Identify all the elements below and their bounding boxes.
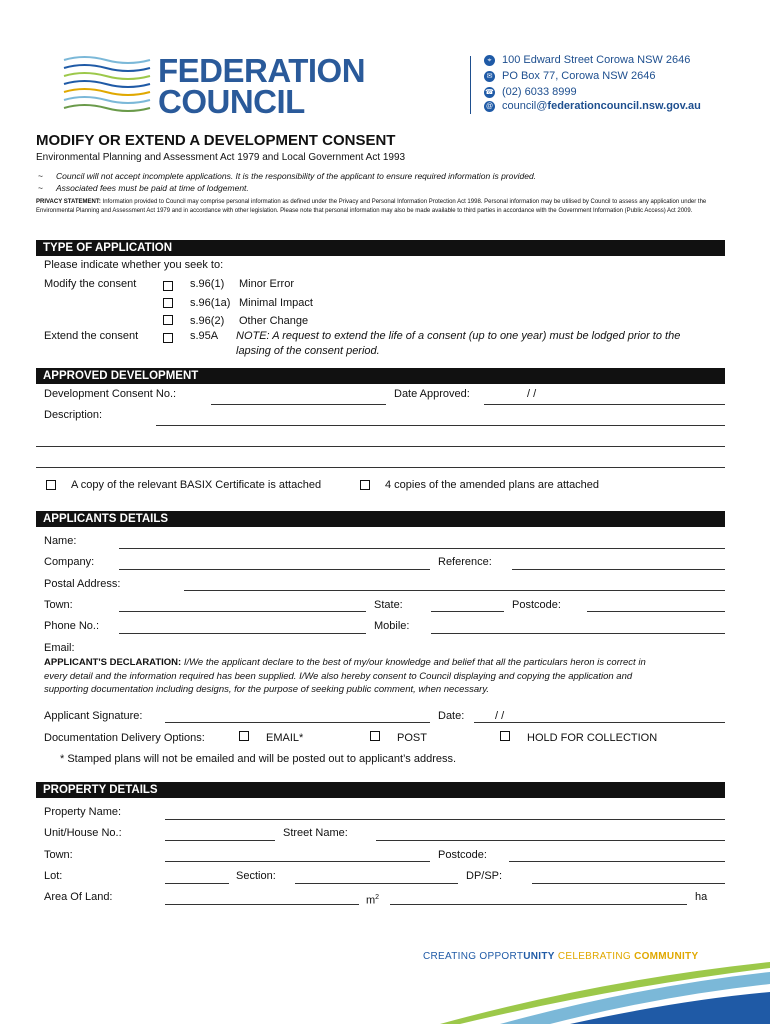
slogan-part-b: UNITY <box>523 951 555 962</box>
town-field[interactable] <box>119 611 366 612</box>
company-label: Company: <box>44 556 95 568</box>
description-field-3[interactable] <box>36 467 725 468</box>
postal-field[interactable] <box>184 590 725 591</box>
privacy-text-3: accordance with the Government Information (Public Access) Act 2009. <box>503 208 693 214</box>
mobile-label: Mobile: <box>374 620 410 632</box>
checkbox-hold[interactable] <box>500 731 510 741</box>
privacy-label: PRIVACY STATEMENT: <box>36 199 101 205</box>
note-incomplete: Council will not accept incomplete applications. It is the responsibility of the applicant to ensure required information is provided. <box>56 171 537 181</box>
postcode-field[interactable] <box>587 611 725 612</box>
extend-label: Extend the consent <box>44 330 139 342</box>
description-label: Description: <box>44 409 103 421</box>
date-label: Date: <box>438 710 465 722</box>
email-domain: federationcouncil.nsw.gov.au <box>547 100 701 112</box>
state-label: State: <box>374 599 403 611</box>
checkbox-post[interactable] <box>370 731 380 741</box>
date-slashes: / / <box>495 710 505 722</box>
contact-po-box: PO Box 77, Corowa NSW 2646 <box>502 70 656 82</box>
name-field[interactable] <box>119 548 725 549</box>
mail-icon: ✉ <box>484 71 495 82</box>
area-label: Area Of Land: <box>44 891 113 903</box>
post-option: POST <box>397 732 427 744</box>
phone-icon: ☎ <box>485 89 494 96</box>
applicants-details-heading: APPLICANTS DETAILS <box>36 511 725 527</box>
checkbox-plans[interactable] <box>360 480 370 490</box>
option-code-s96-1: s.96(1) <box>190 278 225 290</box>
date-approved-slashes: / / <box>527 388 537 400</box>
property-name-field[interactable] <box>165 819 725 820</box>
brand-line-2: COUNCIL <box>158 83 305 120</box>
property-town-field[interactable] <box>165 861 430 862</box>
declaration-text-1: I/We the applicant declare to the best of my/our knowledge and belief that all the particulars heron is correct in <box>183 657 646 668</box>
option-desc-minimal-impact: Minimal Impact <box>239 297 313 309</box>
date-approved-label: Date Approved: <box>394 388 470 400</box>
checkbox-s95a[interactable] <box>163 333 173 343</box>
form-subtitle: Environmental Planning and Assessment Act 1979 and Local Government Act 1993 <box>36 152 406 163</box>
description-field-1[interactable] <box>156 425 725 426</box>
declaration-line-2: every detail and the information required has been supplied. I/We also hereby consent to Council displaying and copying the application and <box>44 671 633 682</box>
street-label: Street Name: <box>283 827 348 839</box>
m-unit: m <box>366 894 376 907</box>
date-field[interactable] <box>474 722 725 723</box>
form-title: MODIFY OR EXTEND A DEVELOPMENT CONSENT <box>36 132 396 149</box>
postal-label: Postal Address: <box>44 578 121 590</box>
consent-no-label: Development Consent No.: <box>44 388 177 400</box>
squared-sup: 2 <box>375 894 380 901</box>
property-details-heading: PROPERTY DETAILS <box>36 782 725 798</box>
note-fees: Associated fees must be paid at time of lodgement. <box>56 183 249 193</box>
declaration-line-1 <box>44 656 646 669</box>
email-label: Email: <box>44 642 75 654</box>
delivery-label: Documentation Delivery Options: <box>44 732 205 744</box>
ha-unit: ha <box>695 891 708 903</box>
contact-address: 100 Edward Street Corowa NSW 2646 <box>502 54 691 66</box>
m2-unit <box>366 891 379 908</box>
phone-label: Phone No.: <box>44 620 100 632</box>
email-option: EMAIL* <box>266 732 304 744</box>
name-label: Name: <box>44 535 77 547</box>
location-icon: ⌖ <box>484 55 495 66</box>
privacy-text-2: to assess any application under the Environmental Planning and Assessment Act 1979 and in accordance with other legislation. Please note that personal information may also be made available to third parties in <box>36 199 707 214</box>
mobile-field[interactable] <box>431 633 725 634</box>
dpsp-field[interactable] <box>532 883 725 884</box>
area-ha-field[interactable] <box>390 904 687 905</box>
company-field[interactable] <box>119 569 430 570</box>
lot-field[interactable] <box>165 883 229 884</box>
plans-label: 4 copies of the amended plans are attached <box>385 479 600 491</box>
note-bullet-1: ~ <box>38 171 43 181</box>
town-label: Town: <box>44 599 73 611</box>
option-code-s96-1a: s.96(1a) <box>190 297 231 309</box>
phone-field[interactable] <box>119 633 366 634</box>
hold-option: HOLD FOR COLLECTION <box>527 732 658 744</box>
postcode-label: Postcode: <box>512 599 561 611</box>
property-postcode-field[interactable] <box>509 861 725 862</box>
slogan-part-d: COMMUNITY <box>634 951 699 962</box>
option-desc-other-change: Other Change <box>239 315 309 327</box>
modify-label: Modify the consent <box>44 278 137 290</box>
signature-label: Applicant Signature: <box>44 710 143 722</box>
option-desc-minor-error: Minor Error <box>239 278 295 290</box>
description-field-2[interactable] <box>36 446 725 447</box>
date-approved-field[interactable] <box>484 404 725 405</box>
checkbox-basix[interactable] <box>46 480 56 490</box>
checkbox-email[interactable] <box>239 731 249 741</box>
signature-field[interactable] <box>165 722 430 723</box>
footer-swoosh <box>440 962 770 1024</box>
dpsp-label: DP/SP: <box>466 870 503 882</box>
unit-label: Unit/House No.: <box>44 827 122 839</box>
note-bullet-2: ~ <box>38 183 43 193</box>
lot-label: Lot: <box>44 870 63 882</box>
property-postcode-label: Postcode: <box>438 849 487 861</box>
stamped-note: * Stamped plans will not be emailed and will be posted out to applicant’s address. <box>60 753 457 765</box>
option-code-s95a: s.95A <box>190 330 219 342</box>
option-code-s96-2: s.96(2) <box>190 315 225 327</box>
contact-phone: (02) 6033 8999 <box>502 86 577 98</box>
declaration-line-3: supporting documentation including designs, for the purpose of seeking public comment, when necessary. <box>44 684 490 695</box>
privacy-text-1: Information provided to Council may comprise personal information as defined under the Privacy and Personal Information Protection Act 1998. Personal information may be utilised by Council <box>102 199 611 205</box>
type-prompt: Please indicate whether you seek to: <box>44 259 224 271</box>
checkbox-s96-2[interactable] <box>163 315 173 325</box>
slogan-part-a: CREATING OPPORT <box>423 951 524 962</box>
extend-note-line-2: lapsing of the consent period. <box>236 345 380 357</box>
property-town-label: Town: <box>44 849 73 861</box>
brand-line-1: FEDERATION <box>158 52 366 89</box>
approved-development-heading: APPROVED DEVELOPMENT <box>36 368 725 384</box>
area-m2-field[interactable] <box>165 904 359 905</box>
contact-email[interactable] <box>502 100 701 113</box>
section-field[interactable] <box>295 883 458 884</box>
extend-note-line-1: NOTE: A request to extend the life of a consent (up to one year) must be lodged prior to the <box>236 330 681 342</box>
reference-label: Reference: <box>438 556 492 568</box>
street-field[interactable] <box>376 840 725 841</box>
state-field[interactable] <box>431 611 504 612</box>
email-prefix: council@ <box>502 100 548 112</box>
privacy-statement <box>36 198 726 216</box>
slogan-part-c: CELEBRATING <box>554 951 635 962</box>
checkbox-s96-1[interactable] <box>163 281 173 291</box>
unit-field[interactable] <box>165 840 275 841</box>
section-label: Section: <box>236 870 276 882</box>
property-name-label: Property Name: <box>44 806 122 818</box>
basix-label: A copy of the relevant BASIX Certificate is attached <box>71 479 322 491</box>
consent-no-field[interactable] <box>211 404 386 405</box>
logo-waves <box>62 54 152 112</box>
at-icon: @ <box>485 103 494 110</box>
declaration-label: APPLICANT'S DECLARATION: <box>44 657 182 668</box>
checkbox-s96-1a[interactable] <box>163 298 173 308</box>
reference-field[interactable] <box>512 569 725 570</box>
header-divider <box>470 56 471 114</box>
type-of-application-heading: TYPE OF APPLICATION <box>36 240 725 256</box>
